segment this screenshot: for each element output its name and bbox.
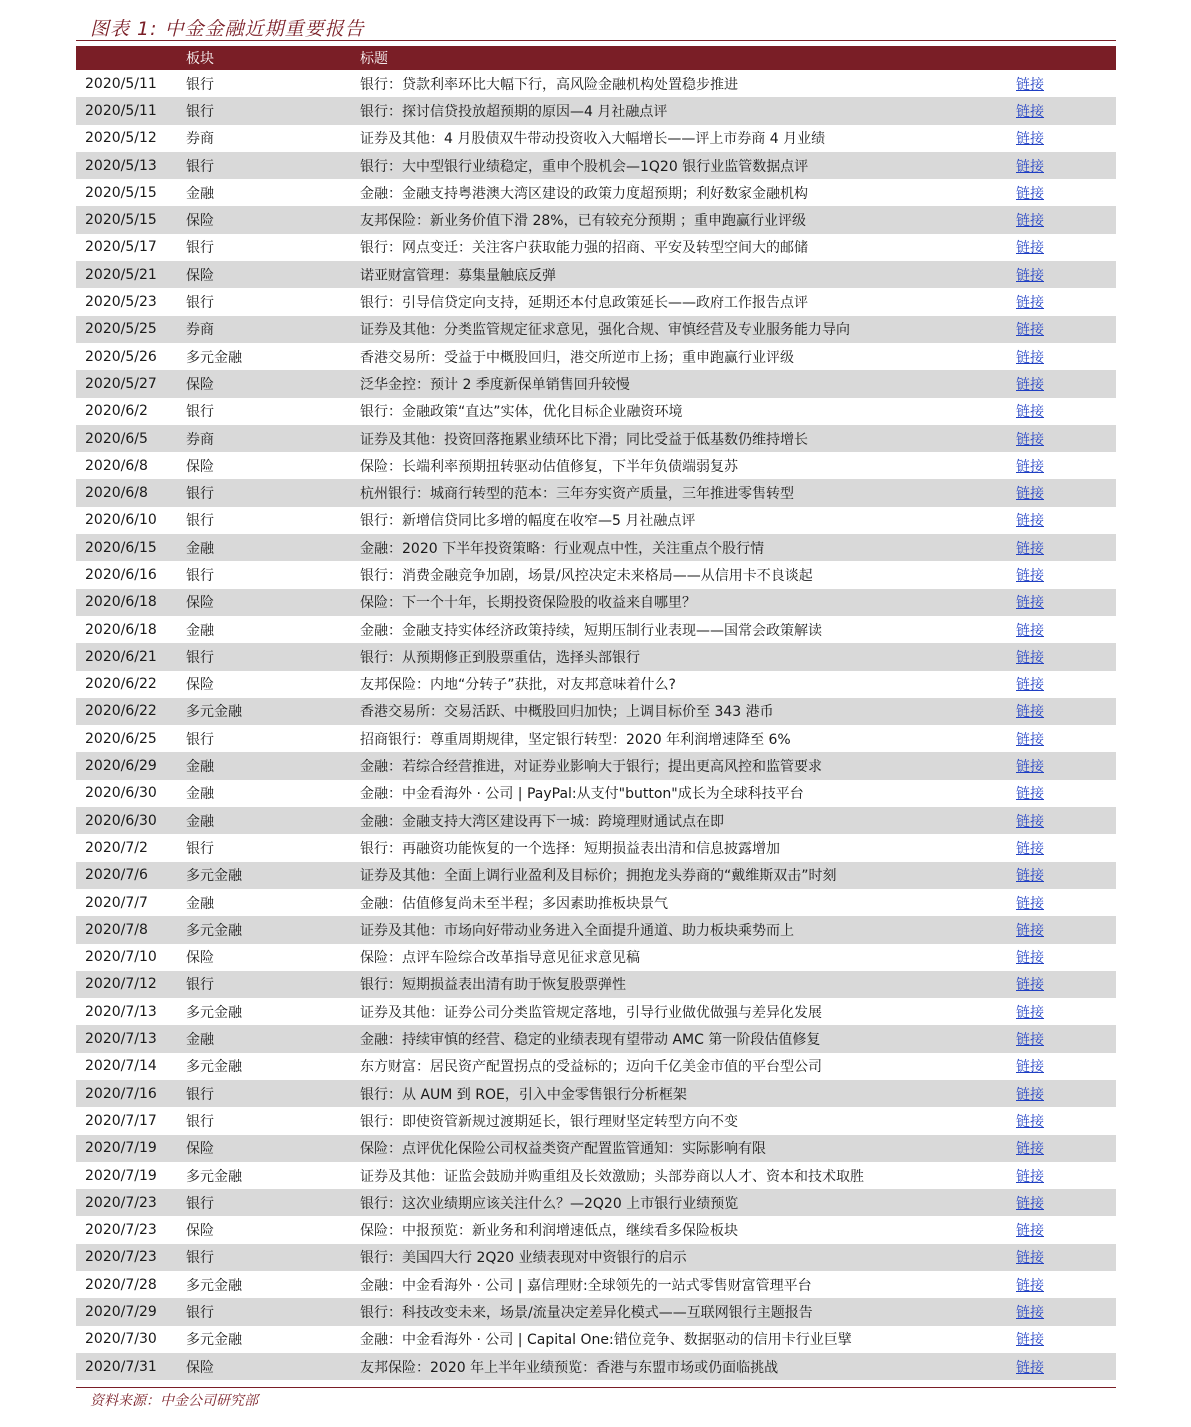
title-cell: 证券及其他：市场向好带动业务进入全面提升通道、助力板块乘势而上 [360, 922, 794, 939]
table-row [76, 807, 1116, 834]
date-cell: 2020/5/25 [85, 321, 157, 338]
sector-cell: 多元金融 [186, 1277, 242, 1294]
title-cell: 友邦保险：2020 年上半年业绩预览：香港与东盟市场或仍面临挑战 [360, 1359, 779, 1376]
report-link[interactable]: 链接 [1016, 704, 1044, 721]
date-cell: 2020/6/22 [85, 703, 157, 720]
date-cell: 2020/5/11 [85, 102, 157, 119]
title-cell: 银行：探讨信贷投放超预期的原因—4 月社融点评 [360, 103, 668, 120]
table-row [76, 125, 1116, 152]
date-cell: 2020/7/28 [85, 1276, 157, 1293]
title-cell: 香港交易所：受益于中概股回归，港交所逆市上扬；重申跑赢行业评级 [360, 349, 794, 366]
title-cell: 银行：科技改变未来，场景/流量决定差异化模式——互联网银行主题报告 [360, 1305, 813, 1321]
title-cell: 银行：大中型银行业绩稳定，重申个股机会—1Q20 银行业监管数据点评 [360, 158, 809, 175]
report-link[interactable]: 链接 [1016, 1141, 1044, 1158]
report-link[interactable]: 链接 [1016, 1223, 1044, 1240]
sector-cell: 银行 [186, 103, 214, 120]
link-cell [1016, 510, 1116, 530]
sector-cell: 银行 [186, 158, 214, 175]
link-cell [1016, 156, 1116, 176]
title-cell: 金融：持续审慎的经营、稳定的业绩表现有望带动 AMC 第一阶段估值修复 [360, 1032, 821, 1049]
sector-cell: 多元金融 [186, 1059, 242, 1076]
title-cell: 银行：这次业绩期应该关注什么？—2Q20 上市银行业绩预览 [360, 1195, 739, 1212]
link-cell [1016, 1302, 1116, 1322]
date-cell: 2020/7/23 [85, 1194, 157, 1211]
report-link[interactable]: 链接 [1016, 295, 1044, 312]
report-link[interactable]: 链接 [1016, 458, 1044, 475]
sector-cell: 金融 [186, 786, 214, 803]
report-link[interactable]: 链接 [1016, 540, 1044, 557]
date-cell: 2020/6/2 [85, 403, 148, 420]
report-link[interactable]: 链接 [1016, 213, 1044, 230]
table-row [76, 971, 1116, 998]
sector-cell: 多元金融 [186, 922, 242, 939]
sector-cell: 银行 [186, 513, 214, 530]
title-cell: 金融：中金看海外 · 公司 | PayPal:从支付"button"成长为全球科技平台 [360, 786, 804, 803]
report-link[interactable]: 链接 [1016, 1195, 1044, 1212]
report-link[interactable]: 链接 [1016, 376, 1044, 393]
date-cell: 2020/6/21 [85, 648, 157, 665]
title-cell: 银行：金融政策“直达”实体，优化目标企业融资环境 [360, 404, 683, 421]
table-row [76, 1244, 1116, 1271]
sector-cell: 银行 [186, 295, 214, 312]
table-row [76, 998, 1116, 1025]
report-link[interactable]: 链接 [1016, 1250, 1044, 1267]
sector-cell: 银行 [186, 486, 214, 503]
table-row [76, 152, 1116, 179]
link-cell [1016, 456, 1116, 476]
report-link[interactable]: 链接 [1016, 322, 1044, 339]
report-link[interactable]: 链接 [1016, 1332, 1044, 1349]
title-cell: 泛华金控：预计 2 季度新保单销售回升较慢 [360, 376, 630, 393]
title-cell: 保险：点评优化保险公司权益类资产配置监管通知：实际影响有限 [360, 1141, 766, 1158]
link-cell [1016, 1220, 1116, 1240]
page-title: 图表 1: 中金金融近期重要报告 [90, 18, 365, 40]
title-cell: 友邦保险：内地“分转子”获批，对友邦意味着什么? [360, 677, 676, 694]
sector-cell: 银行 [186, 840, 214, 857]
report-link[interactable]: 链接 [1016, 677, 1044, 694]
title-cell: 保险：中报预览：新业务和利润增速低点，继续看多保险板块 [360, 1223, 738, 1240]
table-row [76, 1189, 1116, 1216]
title-cell: 杭州银行：城商行转型的范本：三年夯实资产质量，三年推进零售转型 [360, 486, 794, 503]
sector-cell: 保险 [186, 677, 214, 694]
sector-cell: 多元金融 [186, 1332, 242, 1349]
date-cell: 2020/5/23 [85, 294, 157, 311]
title-cell: 银行：新增信贷同比多增的幅度在收窄—5 月社融点评 [360, 513, 696, 530]
report-link[interactable]: 链接 [1016, 131, 1044, 148]
sector-cell: 银行 [186, 1086, 214, 1103]
table-row [76, 179, 1116, 206]
sector-cell: 多元金融 [186, 868, 242, 885]
link-cell [1016, 838, 1116, 858]
date-cell: 2020/7/23 [85, 1222, 157, 1239]
report-link[interactable]: 链接 [1016, 868, 1044, 885]
link-cell [1016, 265, 1116, 285]
sector-cell: 金融 [186, 185, 214, 202]
report-link[interactable]: 链接 [1016, 158, 1044, 175]
table-row [76, 507, 1116, 534]
sector-cell: 银行 [186, 240, 214, 257]
date-cell: 2020/6/30 [85, 812, 157, 829]
table-row [76, 1298, 1116, 1325]
link-cell [1016, 1138, 1116, 1158]
table-row [76, 234, 1116, 261]
link-cell [1016, 620, 1116, 640]
table-row [76, 97, 1116, 124]
link-cell [1016, 783, 1116, 803]
link-cell [1016, 974, 1116, 994]
report-link[interactable]: 链接 [1016, 76, 1044, 93]
date-cell: 2020/6/8 [85, 485, 148, 502]
link-cell [1016, 1002, 1116, 1022]
table-row [76, 1025, 1116, 1052]
date-cell: 2020/7/13 [85, 1031, 157, 1048]
title-cell: 银行：美国四大行 2Q20 业绩表现对中资银行的启示 [360, 1250, 687, 1267]
sector-cell: 金融 [186, 759, 214, 776]
date-cell: 2020/6/5 [85, 430, 148, 447]
report-link[interactable]: 链接 [1016, 1086, 1044, 1103]
report-link[interactable]: 链接 [1016, 950, 1044, 967]
link-cell [1016, 483, 1116, 503]
title-cell: 保险：下一个十年，长期投资保险股的收益来自哪里？ [360, 595, 696, 612]
table-row [76, 206, 1116, 233]
link-cell [1016, 538, 1116, 558]
table-row [76, 1053, 1116, 1080]
title-cell: 证券及其他：4 月股债双牛带动投资收入大幅增长——评上市券商 4 月业绩 [360, 131, 826, 148]
link-cell [1016, 237, 1116, 257]
date-cell: 2020/6/29 [85, 758, 157, 775]
table-row [76, 616, 1116, 643]
date-cell: 2020/6/30 [85, 785, 157, 802]
title-cell: 银行：从预期修正到股票重估，选择头部银行 [360, 649, 640, 666]
link-cell [1016, 811, 1116, 831]
date-cell: 2020/5/11 [85, 75, 157, 92]
sector-cell: 银行 [186, 1305, 214, 1321]
table-row [76, 316, 1116, 343]
title-cell: 友邦保险：新业务价值下滑 28%，已有较充分预期 ；重申跑赢行业评级 [360, 213, 807, 230]
date-cell: 2020/7/31 [85, 1358, 157, 1375]
title-cell: 证券及其他：证监会鼓励并购重组及长效激励；头部券商以人才、资本和技术取胜 [360, 1168, 864, 1185]
title-cell: 招商银行：尊重周期规律，坚定银行转型：2020 年利润增速降至 6% [360, 731, 791, 748]
link-cell [1016, 319, 1116, 339]
sector-cell: 券商 [186, 431, 214, 448]
sector-cell: 保险 [186, 267, 214, 284]
date-cell: 2020/5/12 [85, 130, 157, 147]
link-cell [1016, 1247, 1116, 1267]
sector-cell: 券商 [186, 322, 214, 339]
date-cell: 2020/7/16 [85, 1085, 157, 1102]
sector-cell: 银行 [186, 649, 214, 666]
title-cell: 证券及其他：证券公司分类监管规定落地，引导行业做优做强与差异化发展 [360, 1004, 822, 1021]
sector-cell: 银行 [186, 731, 214, 748]
report-link[interactable]: 链接 [1016, 813, 1044, 830]
title-cell: 银行：消费金融竞争加剧，场景/风控决定未来格局——从信用卡不良谈起 [360, 567, 813, 584]
report-table [76, 46, 1116, 1380]
link-cell [1016, 729, 1116, 749]
title-cell: 金融：若综合经营推进，对证券业影响大于银行；提出更高风控和监管要求 [360, 759, 822, 776]
link-cell [1016, 401, 1116, 421]
table-row [76, 1135, 1116, 1162]
report-link[interactable]: 链接 [1016, 977, 1044, 994]
report-link[interactable]: 链接 [1016, 595, 1044, 612]
date-cell: 2020/7/12 [85, 976, 157, 993]
table-row [76, 834, 1116, 861]
link-cell [1016, 1056, 1116, 1076]
table-row [76, 370, 1116, 397]
link-cell [1016, 1029, 1116, 1049]
table-body [76, 70, 1116, 1380]
title-cell: 东方财富：居民资产配置拐点的受益标的；迈向千亿美金市值的平台型公司 [360, 1059, 822, 1076]
date-cell: 2020/6/22 [85, 676, 157, 693]
date-cell: 2020/7/8 [85, 921, 148, 938]
title-cell: 香港交易所：交易活跃、中概股回归加快；上调目标价至 343 港币 [360, 704, 774, 721]
date-cell: 2020/6/25 [85, 730, 157, 747]
sector-cell: 保险 [186, 213, 214, 230]
table-row [76, 1271, 1116, 1298]
sector-cell: 银行 [186, 76, 214, 93]
sector-cell: 金融 [186, 1032, 214, 1049]
header-title: 标题 [360, 51, 388, 67]
link-cell [1016, 128, 1116, 148]
sector-cell: 金融 [186, 622, 214, 639]
link-cell [1016, 920, 1116, 940]
table-row [76, 1080, 1116, 1107]
table-row [76, 1107, 1116, 1134]
table-row [76, 725, 1116, 752]
sector-cell: 多元金融 [186, 349, 242, 366]
title-cell: 保险：点评车险综合改革指导意见征求意见稿 [360, 950, 640, 967]
date-cell: 2020/7/13 [85, 1003, 157, 1020]
table-row [76, 425, 1116, 452]
title-cell: 保险：长端利率预期扭转驱动估值修复，下半年负债端弱复苏 [360, 458, 738, 475]
table-row [76, 1216, 1116, 1243]
link-cell [1016, 592, 1116, 612]
sector-cell: 多元金融 [186, 1168, 242, 1185]
title-cell: 金融：中金看海外 · 公司 | 嘉信理财:全球领先的一站式零售财富管理平台 [360, 1277, 812, 1294]
date-cell: 2020/7/10 [85, 949, 157, 966]
report-link[interactable]: 链接 [1016, 349, 1044, 366]
table-row [76, 534, 1116, 561]
report-link[interactable]: 链接 [1016, 267, 1044, 284]
link-cell [1016, 292, 1116, 312]
table-row [76, 1326, 1116, 1353]
date-cell: 2020/6/15 [85, 539, 157, 556]
table-row [76, 862, 1116, 889]
report-link[interactable]: 链接 [1016, 1004, 1044, 1021]
date-cell: 2020/6/18 [85, 594, 157, 611]
date-cell: 2020/7/2 [85, 839, 148, 856]
date-cell: 2020/5/13 [85, 157, 157, 174]
date-cell: 2020/6/8 [85, 457, 148, 474]
report-link[interactable]: 链接 [1016, 103, 1044, 120]
table-row [76, 343, 1116, 370]
date-cell: 2020/6/18 [85, 621, 157, 638]
link-cell [1016, 374, 1116, 394]
link-cell [1016, 756, 1116, 776]
table-row [76, 288, 1116, 315]
link-cell [1016, 1193, 1116, 1213]
link-cell [1016, 947, 1116, 967]
report-link[interactable]: 链接 [1016, 185, 1044, 202]
report-link[interactable]: 链接 [1016, 922, 1044, 939]
link-cell [1016, 1357, 1116, 1377]
date-cell: 2020/6/10 [85, 512, 157, 529]
table-row [76, 398, 1116, 425]
title-cell: 银行：短期损益表出清有助于恢复股票弹性 [360, 977, 626, 994]
table-row [76, 1353, 1116, 1380]
report-link[interactable]: 链接 [1016, 1113, 1044, 1130]
report-link[interactable]: 链接 [1016, 1168, 1044, 1185]
title-cell: 金融：估值修复尚未至半程；多因素助推板块景气 [360, 895, 668, 912]
link-cell [1016, 1329, 1116, 1349]
date-cell: 2020/5/15 [85, 184, 157, 201]
sector-cell: 银行 [186, 977, 214, 994]
table-row [76, 561, 1116, 588]
sector-cell: 银行 [186, 1250, 214, 1267]
report-link[interactable]: 链接 [1016, 731, 1044, 748]
link-cell [1016, 647, 1116, 667]
table-row [76, 261, 1116, 288]
title-cell: 证券及其他：全面上调行业盈利及目标价；拥抱龙头券商的“戴维斯双击”时刻 [360, 868, 837, 885]
table-row [76, 698, 1116, 725]
table-row [76, 1162, 1116, 1189]
link-cell [1016, 1084, 1116, 1104]
table-row [76, 752, 1116, 779]
report-link[interactable]: 链接 [1016, 649, 1044, 666]
report-link[interactable]: 链接 [1016, 431, 1044, 448]
date-cell: 2020/5/15 [85, 212, 157, 229]
report-link[interactable]: 链接 [1016, 1305, 1044, 1321]
title-cell: 银行：贷款利率环比大幅下行，高风险金融机构处置稳步推进 [360, 76, 738, 93]
table-row [76, 589, 1116, 616]
header-sector: 板块 [186, 51, 214, 67]
sector-cell: 银行 [186, 1113, 214, 1130]
date-cell: 2020/7/23 [85, 1249, 157, 1266]
title-cell: 银行：即使资管新规过渡期延长，银行理财坚定转型方向不变 [360, 1113, 738, 1130]
link-cell [1016, 347, 1116, 367]
date-cell: 2020/5/27 [85, 375, 157, 392]
link-cell [1016, 183, 1116, 203]
title-cell: 银行：再融资功能恢复的一个选择：短期损益表出清和信息披露增加 [360, 840, 780, 857]
table-row [76, 479, 1116, 506]
footer-divider [76, 1387, 1116, 1388]
table-row [76, 70, 1116, 97]
title-cell: 金融：金融支持实体经济政策持续，短期压制行业表现——国常会政策解读 [360, 622, 822, 639]
title-cell: 证券及其他：分类监管规定征求意见，强化合规、审慎经营及专业服务能力导向 [360, 322, 850, 339]
title-cell: 银行：网点变迁：关注客户获取能力强的招商、平安及转型空间大的邮储 [360, 240, 808, 257]
link-cell [1016, 1275, 1116, 1295]
table-row [76, 780, 1116, 807]
link-cell [1016, 1166, 1116, 1186]
report-link[interactable]: 链接 [1016, 895, 1044, 912]
date-cell: 2020/7/14 [85, 1058, 157, 1075]
sector-cell: 金融 [186, 895, 214, 912]
title-cell: 金融：金融支持粤港澳大湾区建设的政策力度超预期；利好数家金融机构 [360, 185, 808, 202]
link-cell [1016, 1111, 1116, 1131]
link-cell [1016, 74, 1116, 94]
title-cell: 金融：中金看海外 · 公司 | Capital One:错位竞争、数据驱动的信用卡行业巨擘 [360, 1332, 852, 1349]
sector-cell: 金融 [186, 540, 214, 557]
date-cell: 2020/7/6 [85, 867, 148, 884]
date-cell: 2020/6/16 [85, 566, 157, 583]
table-row [76, 944, 1116, 971]
report-link[interactable]: 链接 [1016, 1032, 1044, 1049]
report-link[interactable]: 链接 [1016, 513, 1044, 530]
table-row [76, 916, 1116, 943]
link-cell [1016, 865, 1116, 885]
report-link[interactable]: 链接 [1016, 240, 1044, 257]
link-cell [1016, 701, 1116, 721]
title-cell: 银行：引导信贷定向支持，延期还本付息政策延长——政府工作报告点评 [360, 295, 808, 312]
date-cell: 2020/7/17 [85, 1112, 157, 1129]
sector-cell: 多元金融 [186, 1004, 242, 1021]
table-row [76, 671, 1116, 698]
table-row [76, 643, 1116, 670]
sector-cell: 银行 [186, 567, 214, 584]
title-cell: 诺亚财富管理：募集量触底反弹 [360, 267, 556, 284]
report-link[interactable]: 链接 [1016, 567, 1044, 584]
report-link[interactable]: 链接 [1016, 759, 1044, 776]
link-cell [1016, 101, 1116, 121]
sector-cell: 保险 [186, 1141, 214, 1158]
date-cell: 2020/7/7 [85, 894, 148, 911]
report-link[interactable]: 链接 [1016, 840, 1044, 857]
report-link[interactable]: 链接 [1016, 404, 1044, 421]
title-cell: 证券及其他：投资回落拖累业绩环比下滑；同比受益于低基数仍维持增长 [360, 431, 808, 448]
date-cell: 2020/5/21 [85, 266, 157, 283]
sector-cell: 保险 [186, 458, 214, 475]
link-cell [1016, 893, 1116, 913]
title-cell: 金融：金融支持大湾区建设再下一城：跨境理财通试点在即 [360, 813, 724, 830]
report-link[interactable]: 链接 [1016, 1059, 1044, 1076]
sector-cell: 保险 [186, 595, 214, 612]
date-cell: 2020/7/30 [85, 1331, 157, 1348]
sector-cell: 保险 [186, 1223, 214, 1240]
title-cell: 金融：2020 下半年投资策略：行业观点中性，关注重点个股行情 [360, 540, 765, 557]
title-cell: 银行：从 AUM 到 ROE，引入中金零售银行分析框架 [360, 1086, 687, 1103]
report-link[interactable]: 链接 [1016, 1359, 1044, 1376]
sector-cell: 银行 [186, 1195, 214, 1212]
date-cell: 2020/7/29 [85, 1304, 157, 1320]
date-cell: 2020/7/19 [85, 1167, 157, 1184]
table-row [76, 889, 1116, 916]
source-note: 资料来源：中金公司研究部 [90, 1393, 258, 1409]
sector-cell: 银行 [186, 404, 214, 421]
sector-cell: 金融 [186, 813, 214, 830]
date-cell: 2020/5/17 [85, 239, 157, 256]
sector-cell: 保险 [186, 376, 214, 393]
date-cell: 2020/5/26 [85, 348, 157, 365]
sector-cell: 多元金融 [186, 704, 242, 721]
table-header [76, 46, 1116, 70]
report-link[interactable]: 链接 [1016, 1277, 1044, 1294]
report-link[interactable]: 链接 [1016, 786, 1044, 803]
link-cell [1016, 429, 1116, 449]
sector-cell: 保险 [186, 950, 214, 967]
report-link[interactable]: 链接 [1016, 486, 1044, 503]
title-divider [76, 40, 1116, 41]
table-row [76, 452, 1116, 479]
sector-cell: 券商 [186, 131, 214, 148]
link-cell [1016, 210, 1116, 230]
date-cell: 2020/7/19 [85, 1140, 157, 1157]
sector-cell: 保险 [186, 1359, 214, 1376]
link-cell [1016, 674, 1116, 694]
link-cell [1016, 565, 1116, 585]
report-link[interactable]: 链接 [1016, 622, 1044, 639]
